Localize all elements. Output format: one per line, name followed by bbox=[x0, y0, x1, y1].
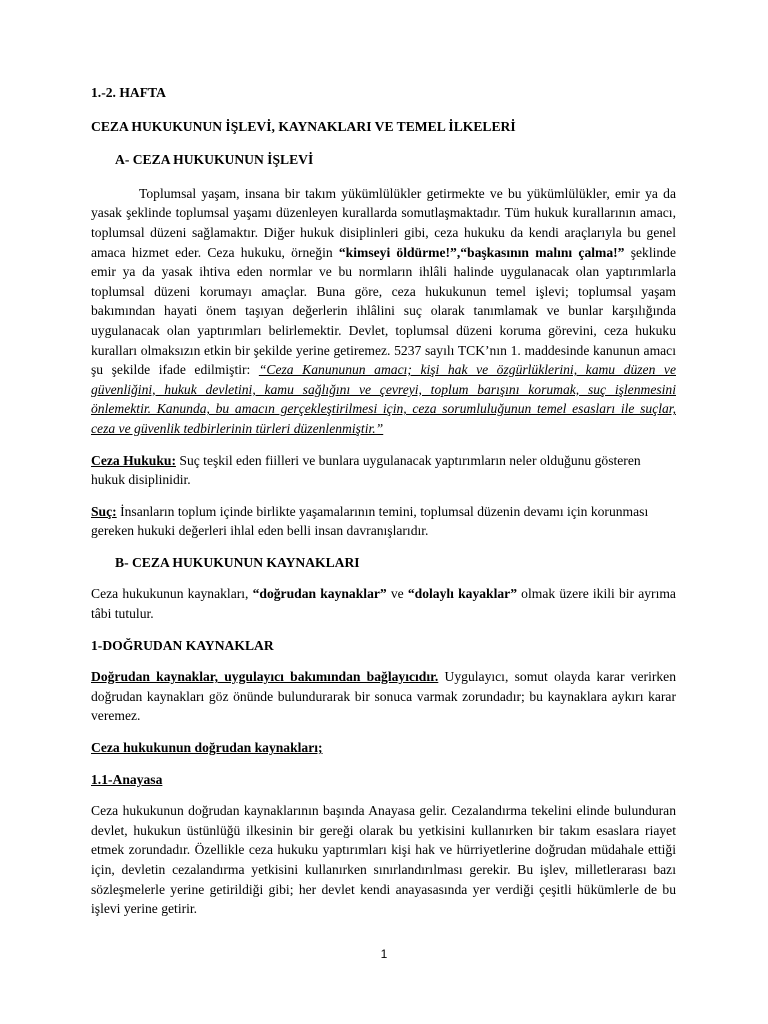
section-b-text-2: ve bbox=[386, 586, 408, 602]
section-b-bold-direct: “doğrudan kaynaklar” bbox=[252, 586, 387, 602]
section-a-paragraph bbox=[91, 184, 676, 439]
tck-article-quote: “Ceza Kanununun amacı; kişi hak ve özgürlüklerini, kamu düzen ve güvenliğini, hukuk devletini, kamu sağlığını ve çevreyi, toplum barışını korumak, suç işlenmesini önlemektir. Kanunda, bu amacın gerçekleştirilmesi için, ceza sorumluluğunun temel esasları ile suçlar, ceza ve güvenlik tedbirlerinin türleri düzenlenmiştir.” bbox=[91, 362, 676, 436]
section-b-text-1: Ceza hukukunun kaynakları, bbox=[91, 586, 253, 602]
constitution-heading: 1.1-Anayasa bbox=[91, 771, 163, 787]
direct-sources-paragraph bbox=[91, 667, 676, 726]
definition-suc bbox=[91, 502, 676, 541]
section-b-text-3: olmak üzere ikili bir ayrıma tâbi tutulur. bbox=[91, 586, 676, 622]
definition-suc-term: Suç: bbox=[91, 503, 117, 519]
section-a-bold-examples: “kimseyi öldürme!”,“başkasının malını çalma!” bbox=[338, 244, 625, 260]
direct-sources-heading: 1-DOĞRUDAN KAYNAKLAR bbox=[91, 637, 274, 653]
section-b-bold-indirect: “dolaylı kayaklar” bbox=[407, 586, 518, 602]
direct-sources-text: Uygulayıcı, somut olayda karar verirken doğrudan kaynakları göz önünde bulundurarak bir sonuca varmak zorundadır; bu kaynaklara aykırı karar veremez. bbox=[91, 669, 677, 724]
section-a-text-1: Toplumsal yaşam, insana bir takım yükümlülükler getirmekte ve bu yükümlülükler, emir ya da yasak şeklinde toplumsal yaşamı düzenleyen kurallarda somutlaşmaktadır. Tüm hukuk kurallarının amacı, toplumsal düzeni sağlamaktır. Diğer hukuk disiplinleri gibi, ceza hukuku da kendi araçlarıyla bu genel amaca hizmet eder. Ceza hukuku, örneğin bbox=[91, 185, 676, 260]
section-a-heading: A- CEZA HUKUKUNUN İŞLEVİ bbox=[115, 152, 314, 168]
page-content bbox=[91, 83, 676, 919]
week-title: 1.-2. HAFTA bbox=[91, 85, 166, 100]
main-title: CEZA HUKUKUNUN İŞLEVİ, KAYNAKLARI VE TEMEL İLKELERİ bbox=[91, 118, 516, 134]
definition-ceza-hukuku-text: Suç teşkil eden fiilleri ve bunlara uygulanacak yaptırımların neler olduğunu gösteren hukuk disiplinidir. bbox=[91, 452, 641, 488]
section-b-heading: B- CEZA HUKUKUNUN KAYNAKLARI bbox=[115, 554, 360, 570]
page-number: 1 bbox=[380, 947, 388, 961]
definition-ceza-hukuku bbox=[91, 451, 676, 490]
definition-suc-text: İnsanların toplum içinde birlikte yaşamalarının temini, toplumsal düzenin devamı için korunması gereken hukuki değerleri ihlal eden belli insan davranışlarıdır. bbox=[91, 503, 649, 539]
direct-sources-list-heading: Ceza hukukunun doğrudan kaynakları; bbox=[91, 740, 323, 756]
definition-ceza-hukuku-term: Ceza Hukuku: bbox=[91, 452, 176, 468]
constitution-paragraph: Ceza hukukunun doğrudan kaynaklarının başında Anayasa gelir. Cezalandırma tekelini elinde bulunduran devlet, hukukun üstünlüğü ilkesinin bir gereği olarak bu yetkisini kullanırken bir takım esaslara riayet etmek zorundadır. Özellikle ceza hukuku yaptırımları kişi hak ve hürriyetlerine doğrudan müdahale ettiği için, devletin cezalandırma yetkisini kullanırken sınırlandırılması gerekir. Bu işlev, milletlerarası bazı sözleşmelerle yerine getirildiği gibi; her devlet kendi anayasasında yer verdiği çeşitli hükümlerle de bu işlevi yerine getirir. bbox=[91, 803, 676, 917]
direct-sources-lead: Doğrudan kaynaklar, uygulayıcı bakımından bağlayıcıdır. bbox=[91, 669, 439, 685]
section-b-paragraph bbox=[91, 584, 676, 623]
section-a-text-2: şeklinde emir ya da yasak ihtiva eden normlar ve bu normların ihlâli halinde uygulanacak olan yaptırımlarla toplumsal düzeni korumayı amaçlar. Buna göre, ceza hukukunun temel işlevi; toplumsal yaşam bakımından hayati önem taşıyan değerlerin ihlâlini suç olarak tanımlamak ve bunlar karşılığında uygulanacak olan yaptırımları belirlemektir. Devlet, toplumsal düzeni koruma görevini, ceza hukuku kuralları olmaksızın etkin bir şekilde yerine getiremez. 5237 sayılı TCK’nın 1. maddesinde kanunun amacı şu şekilde ifade edilmiştir: bbox=[91, 244, 676, 378]
